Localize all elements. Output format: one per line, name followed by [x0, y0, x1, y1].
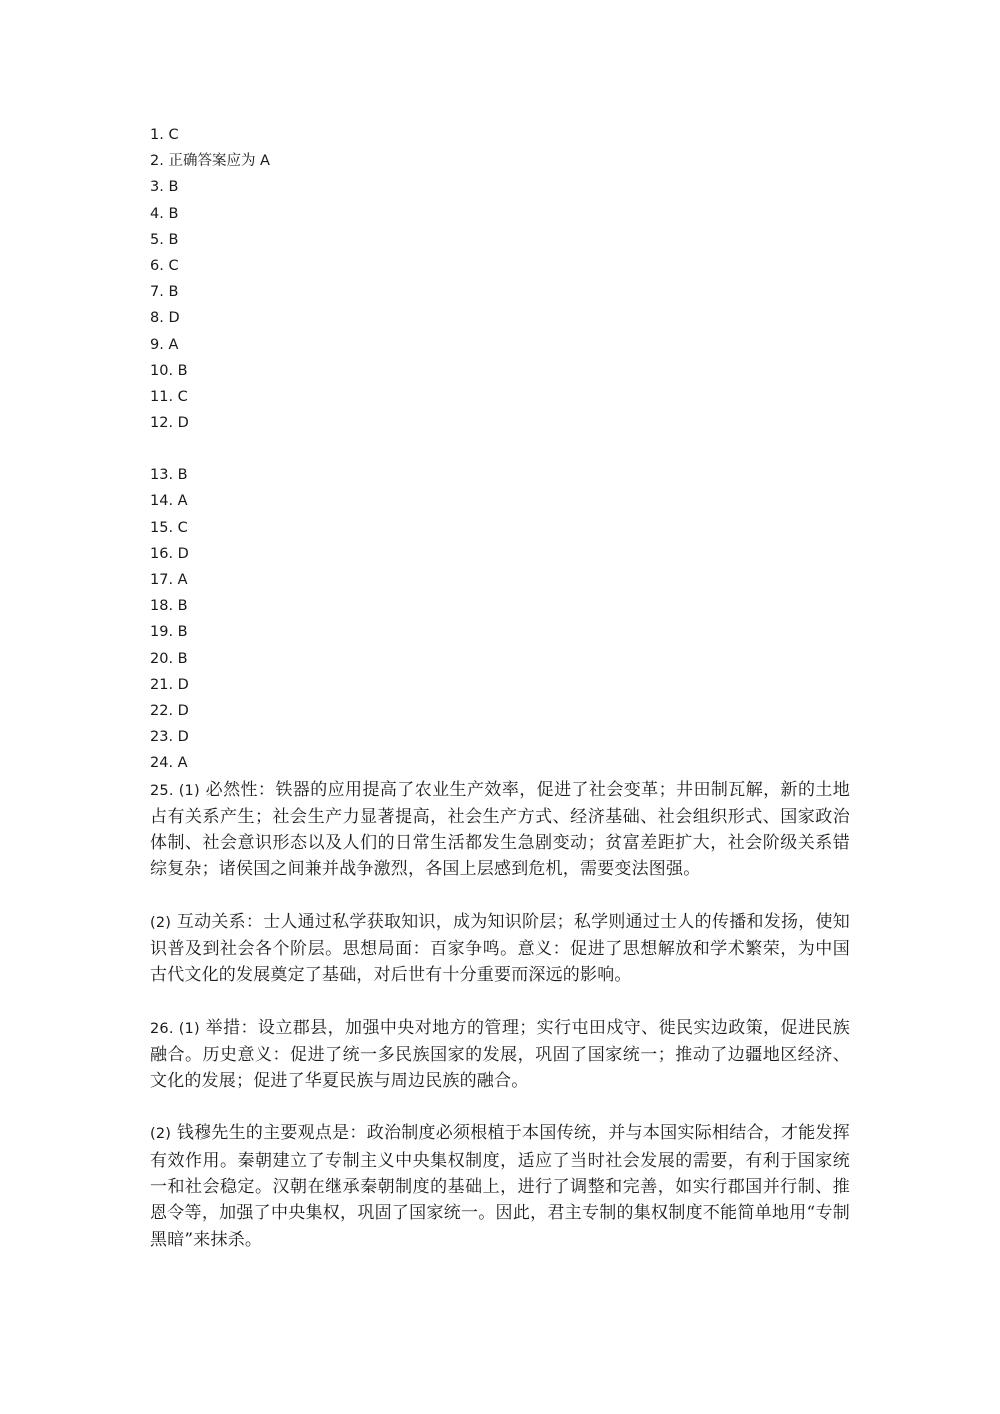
answer-item: 5. B — [150, 231, 179, 248]
answer-item: 12. D — [150, 415, 189, 432]
answer-item: 22. D — [150, 702, 189, 719]
q26-part2-paragraph — [150, 1120, 850, 1252]
q26-part1-number: 26. (1) — [150, 1020, 200, 1037]
answer-item: 23. D — [150, 729, 189, 746]
answer-item: 3. B — [150, 179, 179, 196]
q26-part1-text: 举措：设立郡县，加强中央对地方的管理；实行屯田戍守、徙民实边政策，促进民族融合。历史意义：促进了统一多民族国家的发展，巩固了国家统一；推动了边疆地区经济、文化的发展；促进了华夏民族与周边民族的融合。 — [150, 1017, 851, 1092]
answer-item: 24. A — [150, 755, 188, 772]
answer-item: 4. B — [150, 205, 179, 222]
answer-item: 6. C — [150, 257, 179, 274]
q25-part1-text: 必然性：铁器的应用提高了农业生产效率，促进了社会变革；井田制瓦解，新的土地占有关系产生；社会生产力显著提高，社会生产方式、经济基础、社会组织形式、国家政治体制、社会意识形态以及人们的日常生活都发生急剧变动；贫富差距扩大，社会阶级关系错综复杂；诸侯国之间兼并战争激烈，各国上层感到危机，需要变法图强。 — [150, 779, 851, 880]
q25-part2-text: 互动关系：士人通过私学获取知识，成为知识阶层；私学则通过士人的传播和发扬，使知识普及到社会各个阶层。思想局面：百家争鸣。意义：促进了思想解放和学术繁荣，为中国古代文化的发展奠定了基础，对后世有十分重要而深远的影响。 — [150, 911, 850, 986]
answer-item: 10. B — [150, 362, 188, 379]
answer-item: 16. D — [150, 545, 189, 562]
answer-item: 18. B — [150, 598, 188, 615]
answer-list-part2 — [150, 462, 850, 776]
answer-item: 1. C — [150, 127, 179, 143]
answer-item: 17. A — [150, 572, 188, 588]
q26-part1-paragraph — [150, 1015, 850, 1095]
answer-item: 13. B — [150, 467, 188, 484]
spacer — [150, 436, 850, 462]
answer-sheet — [150, 122, 850, 1253]
q26-part2-text: 钱穆先生的主要观点是：政治制度必须根植于本国传统，并与本国实际相结合，才能发挥有效作用。秦朝建立了专制主义中央集权制度，适应了当时社会发展的需要，有利于国家统一和社会稳定。汉朝在继承秦朝制度的基础上，进行了调整和完善，如实行郡国并行制、推恩令等，加强了中央集权，巩固了国家统一。因此，君主专制的集权制度不能简单地用“专制黑暗”来抹杀。 — [150, 1123, 850, 1250]
answer-item: 2. 正确答案应为 A — [150, 153, 270, 170]
answer-item: 11. C — [150, 388, 188, 405]
answer-item: 21. D — [150, 676, 189, 693]
q25-part2-number: (2) — [150, 914, 172, 931]
answer-item: 8. D — [150, 310, 180, 327]
q25-part1-number: 25. (1) — [150, 782, 200, 799]
q26-part2-number: (2) — [150, 1126, 172, 1143]
answer-item: 15. C — [150, 519, 188, 536]
q25-part1-paragraph — [150, 777, 850, 883]
answer-list-part1 — [150, 122, 850, 436]
answer-item: 14. A — [150, 493, 188, 510]
answer-item: 9. A — [150, 336, 179, 353]
answer-item: 20. B — [150, 650, 188, 667]
q25-part2-paragraph — [150, 909, 850, 989]
answer-item: 19. B — [150, 624, 188, 641]
answer-item: 7. B — [150, 284, 179, 301]
